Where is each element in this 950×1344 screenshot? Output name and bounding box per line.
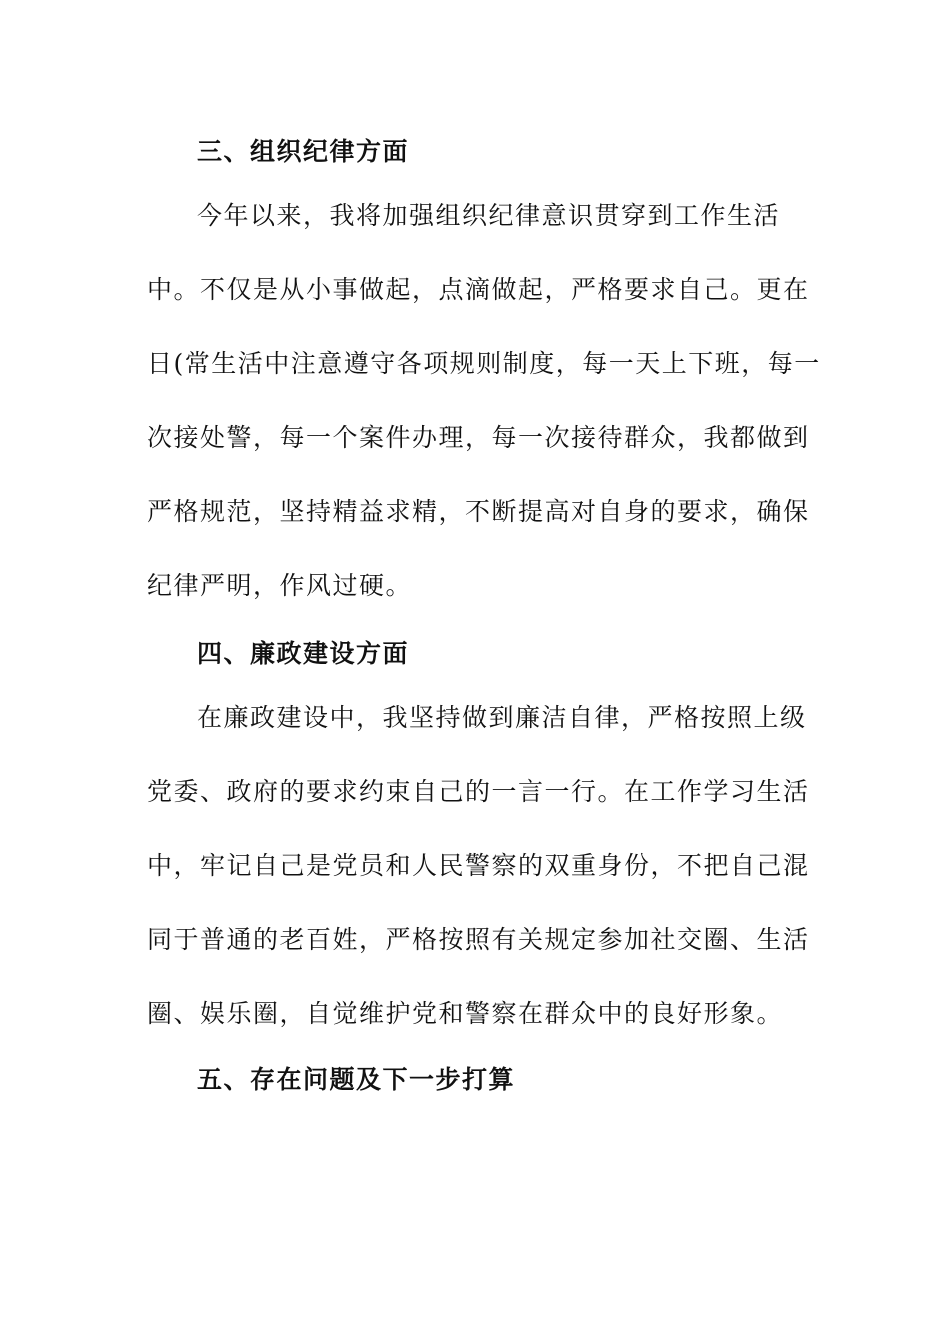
paragraph-line: 圈、娱乐圈，自觉维护党和警察在群众中的良好形象。	[147, 999, 784, 1028]
paragraph-line: 今年以来，我将加强组织纪律意识贯穿到工作生活	[197, 201, 781, 230]
section-heading-organization-discipline: 三、组织纪律方面	[197, 137, 410, 166]
paragraph-line: 日(常生活中注意遵守各项规则制度，每一天上下班，每一	[147, 349, 821, 378]
paragraph-line: 在廉政建设中，我坚持做到廉洁自律，严格按照上级	[197, 703, 807, 732]
paragraph-line: 同于普通的老百姓，严格按照有关规定参加社交圈、生活	[147, 925, 810, 954]
section-heading-problems-next-steps: 五、存在问题及下一步打算	[197, 1065, 516, 1094]
paragraph-line: 纪律严明，作风过硬。	[147, 571, 413, 600]
section-heading-integrity-building: 四、廉政建设方面	[197, 639, 410, 668]
paragraph-line: 中。不仅是从小事做起，点滴做起，严格要求自己。更在	[147, 275, 810, 304]
paragraph-line: 中，牢记自己是党员和人民警察的双重身份，不把自己混	[147, 851, 810, 880]
paragraph-line: 党委、政府的要求约束自己的一言一行。在工作学习生活	[147, 777, 810, 806]
paragraph-line: 次接处警，每一个案件办理，每一次接待群众，我都做到	[147, 423, 810, 452]
paragraph-line: 严格规范，坚持精益求精，不断提高对自身的要求，确保	[147, 497, 810, 526]
